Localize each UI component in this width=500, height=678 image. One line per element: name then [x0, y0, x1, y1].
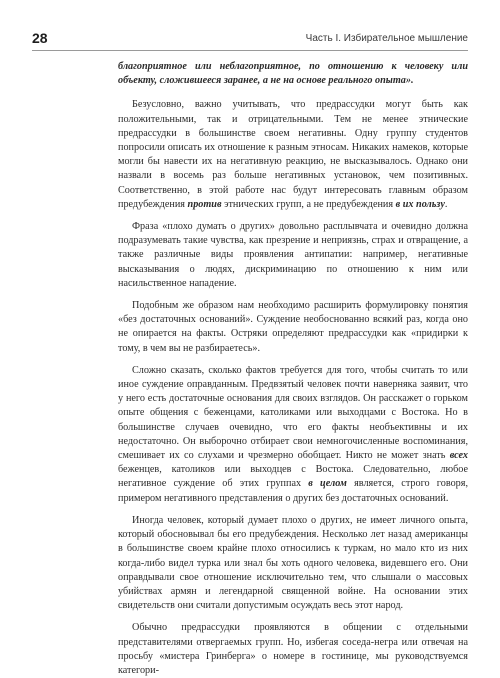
paragraph-3: Подобным же образом нам необходимо расширить формулировку понятия «без достаточных оснований». Суждение необоснованно всякий раз, когда оно не опирается на факты. Остряки определяют предрассудки как «придирки к тому, в чем вы не разбираетесь».	[118, 300, 468, 354]
paragraph-1-text-c: этнических групп, а не предубеждения	[221, 198, 396, 210]
paragraph-4	[118, 364, 468, 506]
paragraph-4-text-e: является, строго говоря, примером негативного представления о других без достаточных оснований.	[118, 478, 468, 504]
page-header	[32, 30, 468, 52]
paragraph-5: Иногда человек, который думает плохо о других, не имеет личного опыта, который обосновывал бы его предубеждения. Несколько лет назад американцы в большинстве своем крайне плохо относились к туркам, но мало кто из них когда-либо видел турка или знал бы хоть одного человека, видевшего его. Они оправдывали свое отношение исключительно тем, что слышали о массовых убийствах армян и легендарной священной войне. На основании этих свидетельств они считали допустимым осуждать весь этот народ.	[118, 514, 468, 612]
header-rule	[32, 50, 468, 51]
definition-quote: благоприятное или неблагоприятное, по отношению к человеку или объекту, сложившееся заранее, а не на основе реального опыта».	[118, 61, 468, 87]
paragraph-4-text-c: беженцев, католиков или выходцев с Востока. Следовательно, любое негативное суждение об этих группах	[118, 464, 468, 490]
emphasis-against: против	[187, 198, 222, 210]
paragraph-4-text-a: Сложно сказать, сколько фактов требуется для того, чтобы считать то или иное суждение оправданным. Предвзятый человек почти наверняка заявит, что у него есть достаточные основания для своих взглядов. Он расскажет о горьком опыте общения с беженцами, католиками или выходцами с Востока. Но в большинстве случаев очевидно, что его факты необъективны и их недостаточно. Он выборочно отбирает свои немногочисленные воспоминания, смешивает их со слухами и чрезмерно обобщает. Никто не может знать	[118, 364, 468, 462]
body-text	[118, 60, 468, 678]
emphasis-as-a-whole: в целом	[308, 478, 347, 490]
emphasis-all: всех	[449, 450, 468, 462]
paragraph-1-text-a: Безусловно, важно учитывать, что предрассудки могут быть как положительными, так и отрицательными. Тем не менее этнические предрассудки в большинстве своем негативны. Одну группу студентов попросили описать их отношение к разным этносам. Никаких намеков, которые могли бы навести их на негативную реакцию, не высказывалось. Однако они назвали в восемь раз больше негативных установок, чем позитивных. Соответственно, в этой работе нас будут интересовать главным образом предубеждения	[118, 99, 468, 210]
paragraph-1-text-e: .	[444, 198, 448, 210]
paragraph-6: Обычно предрассудки проявляются в общении с отдельными представителями отвергаемых групп. Но, избегая соседа-негра или отвечая на просьбу «мистера Гринберга» о номере в гостинице, мы руководствуемся категори-	[118, 622, 468, 676]
paragraph-2: Фраза «плохо думать о других» довольно расплывчата и очевидно должна подразумевать такие чувства, как презрение и неприязнь, страх и отвращение, а также различные виды проявления антипатии: например, негативные высказывания о людях, дискриминацию по отношению к ним или насильственное нападение.	[118, 221, 468, 289]
paragraph-1	[118, 98, 468, 212]
running-head: Часть I. Избирательное мышление	[305, 33, 468, 44]
page-number: 28	[32, 30, 48, 46]
emphasis-in-their-favor: в их пользу	[395, 198, 445, 210]
